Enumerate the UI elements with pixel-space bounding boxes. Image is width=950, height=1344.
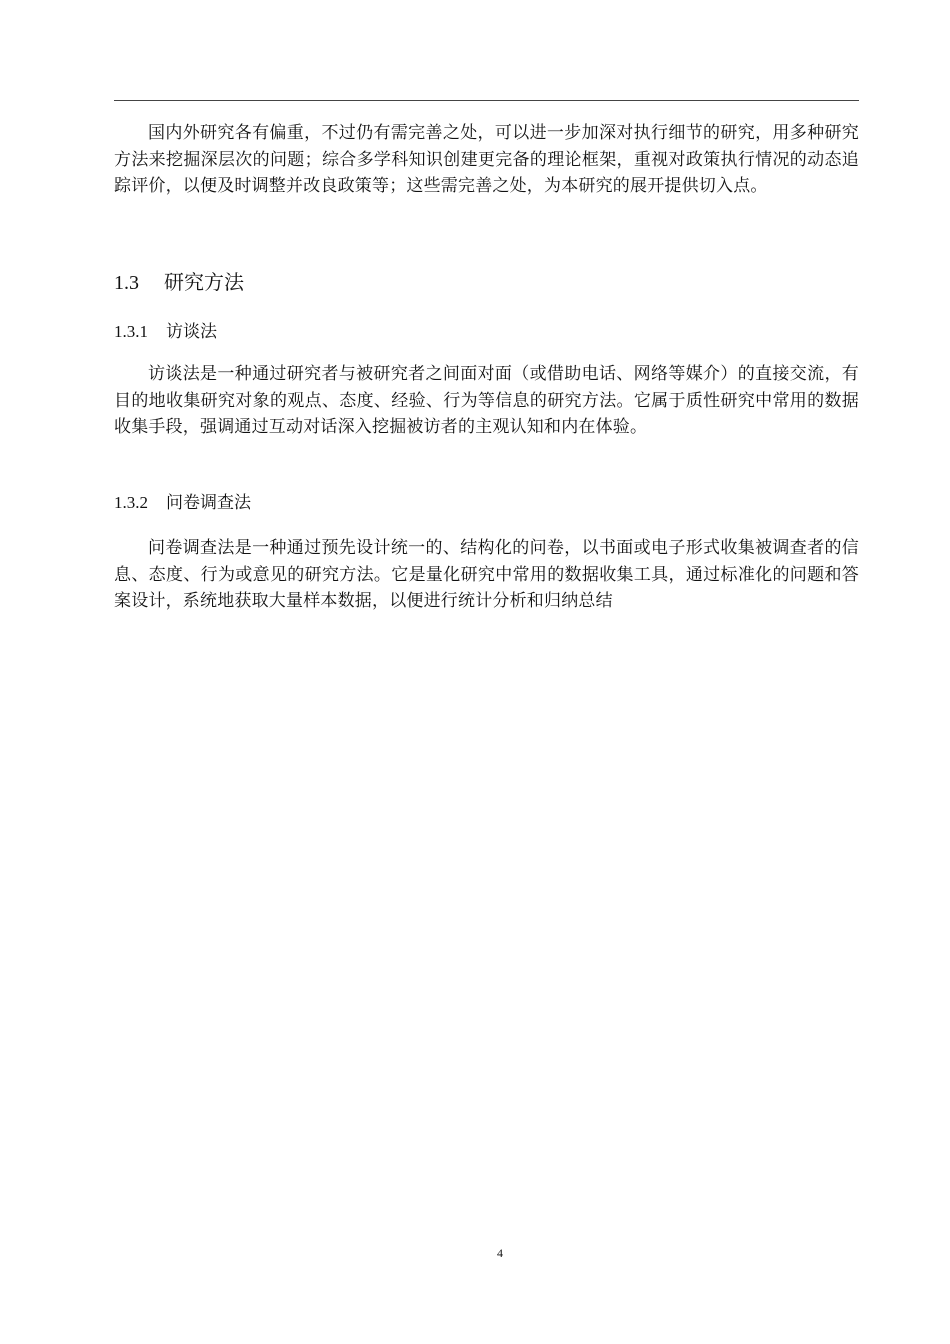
subsection-number: 1.3.2 bbox=[114, 493, 148, 512]
section-heading bbox=[114, 268, 244, 297]
header-rule bbox=[114, 100, 859, 101]
interview-paragraph: 访谈法是一种通过研究者与被研究者之间面对面（或借助电话、网络等媒介）的直接交流，有目的地收集研究对象的观点、态度、经验、行为等信息的研究方法。它属于质性研究中常用的数据收集手段，强调通过互动对话深入挖掘被访者的主观认知和内在体验。 bbox=[114, 364, 859, 437]
subsection-number: 1.3.1 bbox=[114, 322, 148, 341]
questionnaire-paragraph: 问卷调查法是一种通过预先设计统一的、结构化的问卷，以书面或电子形式收集被调查者的信息、态度、行为或意见的研究方法。它是量化研究中常用的数据收集工具，通过标准化的问题和答案设计，系统地获取大量样本数据，以便进行统计分析和归纳总结 bbox=[114, 538, 859, 611]
section-number: 1.3 bbox=[114, 272, 139, 294]
intro-paragraph: 国内外研究各有偏重，不过仍有需完善之处，可以进一步加深对执行细节的研究，用多种研究方法来挖掘深层次的问题；综合多学科知识创建更完备的理论框架，重视对政策执行情况的动态追踪评价，以便及时调整并改良政策等；这些需完善之处，为本研究的展开提供切入点。 bbox=[114, 123, 859, 196]
section-title: 研究方法 bbox=[164, 270, 244, 294]
page-number: 4 bbox=[497, 1246, 503, 1260]
subsection-title: 访谈法 bbox=[166, 322, 217, 342]
subsection-heading-interview bbox=[114, 320, 217, 344]
subsection-title: 问卷调查法 bbox=[166, 493, 251, 513]
subsection-heading-questionnaire bbox=[114, 491, 251, 515]
